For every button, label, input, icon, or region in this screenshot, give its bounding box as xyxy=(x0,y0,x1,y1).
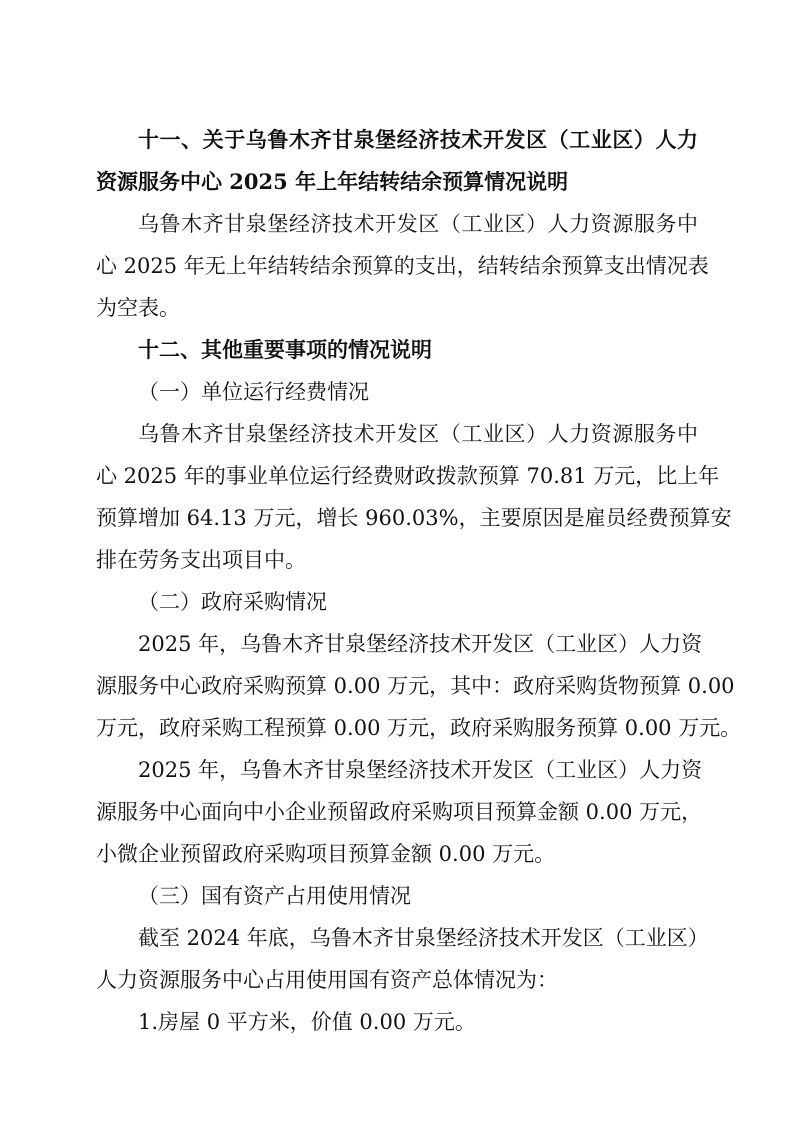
sub-1-para-line-3: 预算增加 64.13 万元，增长 960.03%，主要原因是雇员经费预算安 xyxy=(96,506,732,530)
sub-1-para-line-1: 乌鲁木齐甘泉堡经济技术开发区（工业区）人力资源服务中 xyxy=(138,422,698,446)
section-12-title: 十二、其他重要事项的情况说明 xyxy=(138,337,432,362)
sub-2-title: （二）政府采购情况 xyxy=(138,590,327,614)
sub-3-title: （三）国有资产占用使用情况 xyxy=(138,884,411,908)
section-11-title-line-2: 资源服务中心 2025 年上年结转结余预算情况说明 xyxy=(96,169,569,194)
sub-2-para2-line-3: 小微企业预留政府采购项目预算金额 0.00 万元。 xyxy=(96,842,556,866)
sub-2-para1-line-2: 源服务中心政府采购预算 0.00 万元，其中：政府采购货物预算 0.00 xyxy=(96,674,735,698)
sub-3-para-line-2: 人力资源服务中心占用使用国有资产总体情况为： xyxy=(96,968,558,992)
section-11-title-line-1: 十一、关于乌鲁木齐甘泉堡经济技术开发区（工业区）人力 xyxy=(138,127,698,152)
section-11-para-line-2: 心 2025 年无上年结转结余预算的支出，结转结余预算支出情况表 xyxy=(96,254,709,278)
section-11-para-line-3: 为空表。 xyxy=(96,296,180,320)
sub-1-title: （一）单位运行经费情况 xyxy=(138,380,369,404)
sub-2-para2-line-1: 2025 年，乌鲁木齐甘泉堡经济技术开发区（工业区）人力资 xyxy=(138,758,703,782)
section-11-para-line-1: 乌鲁木齐甘泉堡经济技术开发区（工业区）人力资源服务中 xyxy=(138,212,698,236)
sub-2-para1-line-1: 2025 年，乌鲁木齐甘泉堡经济技术开发区（工业区）人力资 xyxy=(138,632,703,656)
sub-2-para2-line-2: 源服务中心面向中小企业预留政府采购项目预算金额 0.00 万元， xyxy=(96,800,703,824)
sub-3-para-line-3: 1.房屋 0 平方米，价值 0.00 万元。 xyxy=(138,1010,476,1034)
sub-1-para-line-4: 排在劳务支出项目中。 xyxy=(96,548,306,572)
sub-2-para1-line-3: 万元，政府采购工程预算 0.00 万元，政府采购服务预算 0.00 万元。 xyxy=(96,716,742,740)
sub-3-para-line-1: 截至 2024 年底，乌鲁木齐甘泉堡经济技术开发区（工业区） xyxy=(138,926,709,950)
sub-1-para-line-2: 心 2025 年的事业单位运行经费财政拨款预算 70.81 万元，比上年 xyxy=(96,464,720,488)
